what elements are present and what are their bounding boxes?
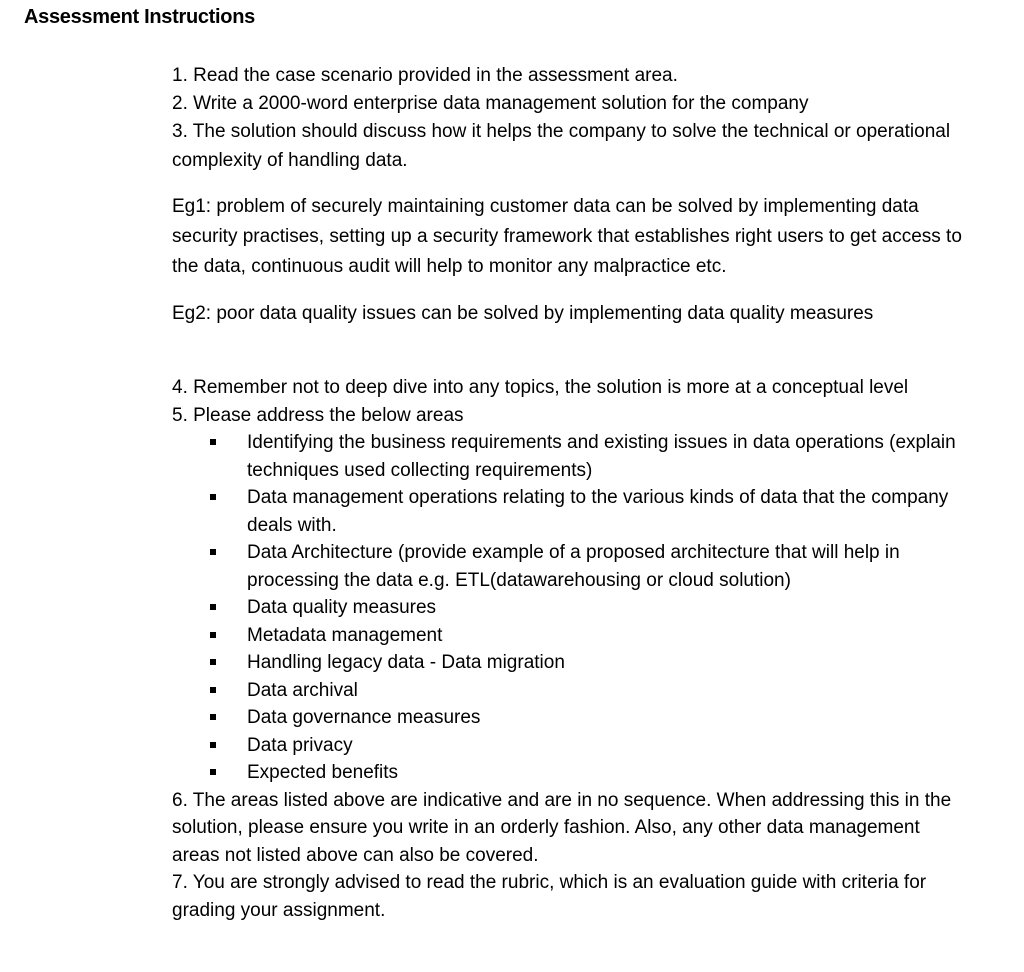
- area-label: Expected benefits: [247, 762, 399, 783]
- area-label: Data privacy: [247, 734, 353, 756]
- example-1: Eg1: problem of securely maintaining customer data can be solved by implementing data security practises, setting up a security framework that establishes right users to get access to the data, continuous audit will help to monitor any malpractice etc.: [172, 196, 962, 277]
- instruction-item-4: 4. Remember not to deep dive into any topics, the solution is more at a conceptual level: [172, 377, 909, 398]
- square-bullet-icon: [210, 687, 216, 693]
- instruction-item-3: 3. The solution should discuss how it helps the company to solve the technical or operational complexity of handling data.: [172, 121, 951, 171]
- square-bullet-icon: [210, 604, 216, 610]
- area-label: Data Architecture (provide example of a proposed architecture that will help in processing the data e.g. ETL(datawarehousing or cloud solution): [247, 542, 900, 591]
- area-label: Metadata management: [247, 624, 443, 646]
- instruction-item-5: 5. Please address the below areas: [172, 404, 464, 426]
- example-2: Eg2: poor data quality issues can be solved by implementing data quality measures: [172, 303, 874, 324]
- list-item: [172, 484, 972, 539]
- instructions-body: [172, 62, 972, 924]
- list-item: [172, 622, 972, 650]
- list-item: [172, 539, 972, 594]
- area-label: Handling legacy data - Data migration: [247, 652, 565, 673]
- area-label: Data management operations relating to the various kinds of data that the company deals with.: [247, 487, 949, 536]
- area-label: Identifying the business requirements and existing issues in data operations (explain techniques used collecting requirements): [247, 432, 956, 481]
- area-label: Data archival: [247, 679, 358, 701]
- square-bullet-icon: [210, 632, 216, 638]
- list-item: [172, 677, 972, 705]
- square-bullet-icon: [210, 769, 216, 775]
- instruction-item-1: 1. Read the case scenario provided in the assessment area.: [172, 65, 678, 86]
- areas-list: [172, 429, 972, 787]
- list-item: [172, 649, 972, 677]
- square-bullet-icon: [210, 714, 216, 720]
- instruction-item-2: 2. Write a 2000-word enterprise data management solution for the company: [172, 92, 809, 114]
- list-item: [172, 429, 972, 484]
- list-item: [172, 732, 972, 760]
- list-item: [172, 704, 972, 732]
- square-bullet-icon: [210, 549, 216, 555]
- square-bullet-icon: [210, 439, 216, 445]
- area-label: Data governance measures: [247, 707, 481, 728]
- area-label: Data quality measures: [247, 597, 437, 618]
- square-bullet-icon: [210, 742, 216, 748]
- list-item: [172, 759, 972, 787]
- list-item: [172, 594, 972, 622]
- square-bullet-icon: [210, 494, 216, 500]
- instruction-item-6: 6. The areas listed above are indicative and are in no sequence. When addressing this in the solution, please ensure you write in an orderly fashion. Also, any other data management areas not listed above can also be covered.: [172, 789, 952, 866]
- square-bullet-icon: [210, 659, 216, 665]
- instruction-item-7: 7. You are strongly advised to read the rubric, which is an evaluation guide with criteria for grading your assignment.: [172, 872, 927, 921]
- page-title: Assessment Instructions: [24, 6, 255, 28]
